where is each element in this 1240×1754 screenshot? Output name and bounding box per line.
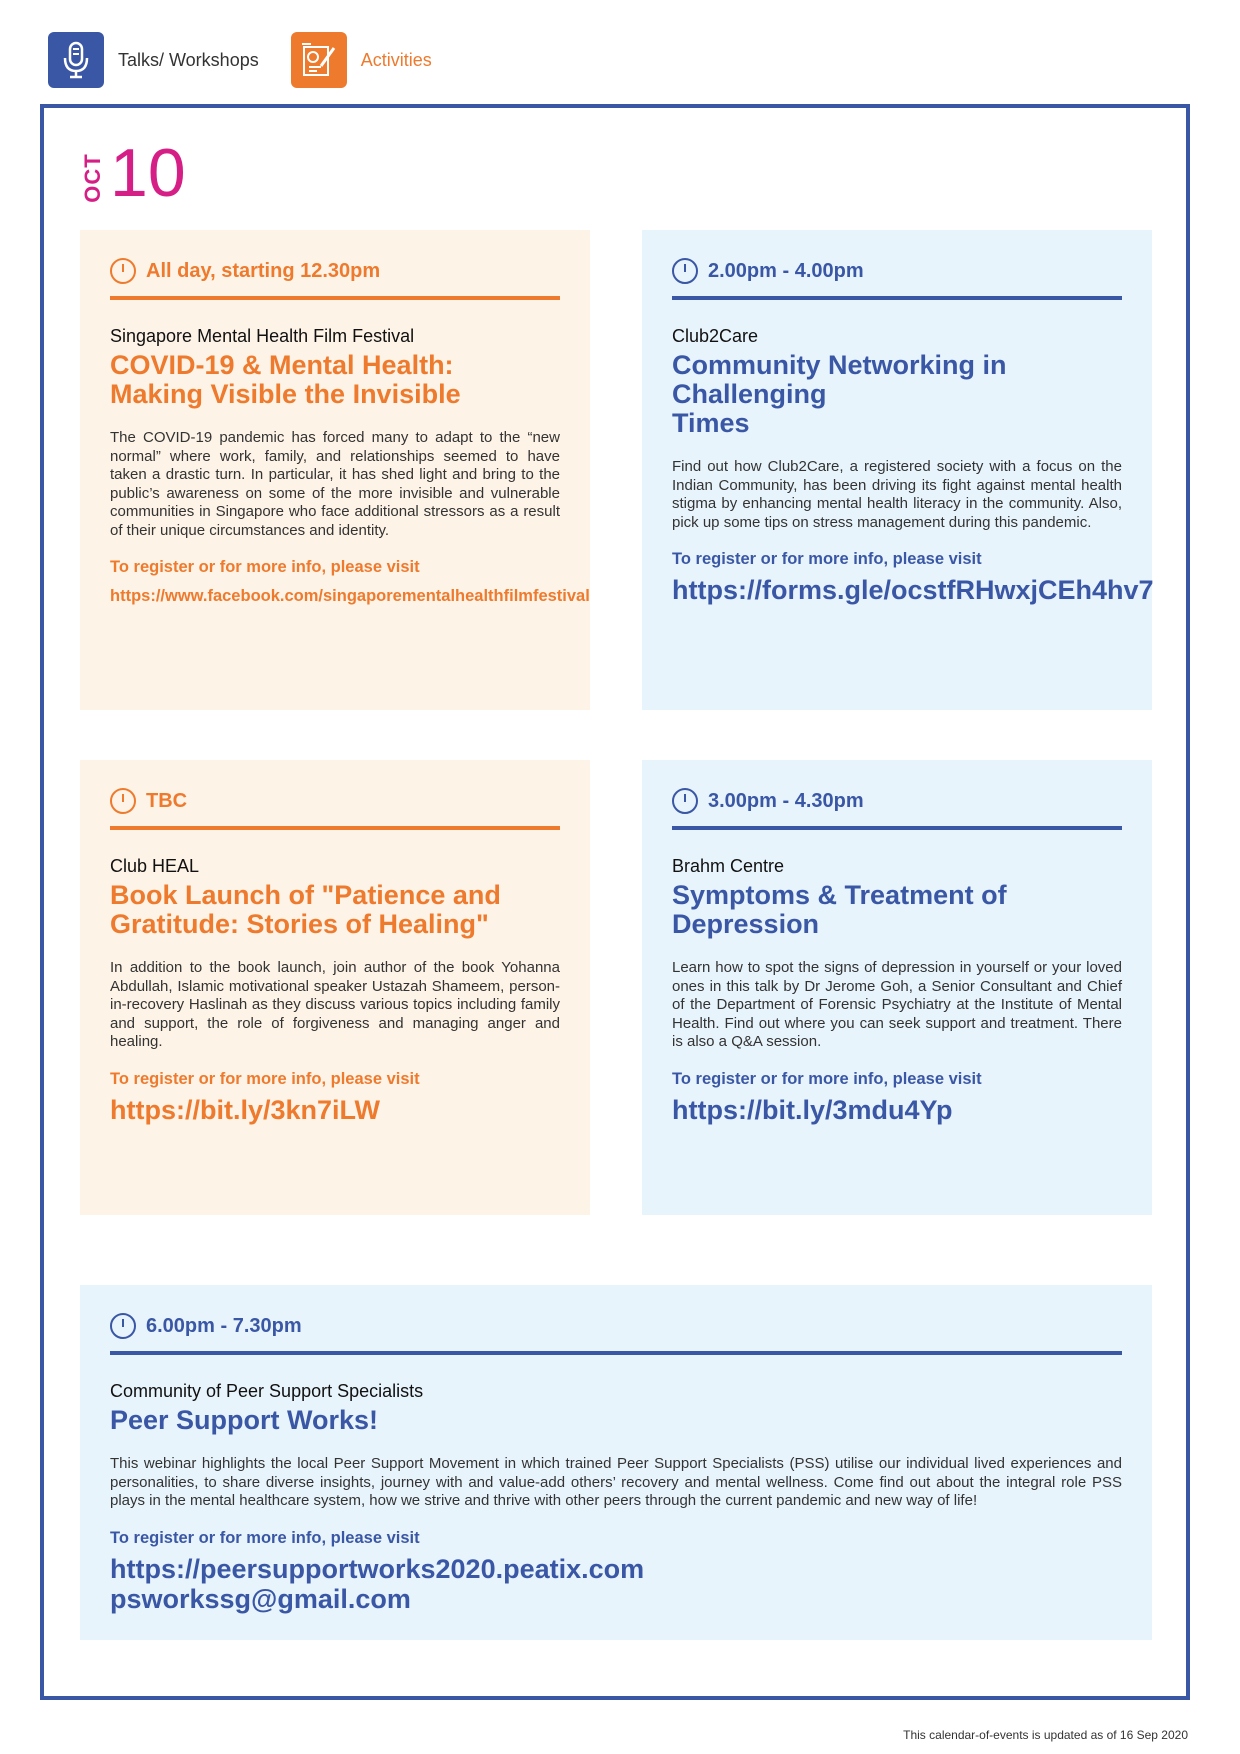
event-time: All day, starting 12.30pm xyxy=(146,259,381,282)
event-description: In addition to the book launch, join author of the book Yohanna Abdullah, Islamic motivational speaker Ustazah Shameem, person-in-recovery Haslinah as they discuss various topics including family and support, the role of forgiveness and managing anger and healing. xyxy=(110,959,560,1050)
clock-icon xyxy=(110,1313,136,1339)
event-link[interactable]: https://bit.ly/3kn7iLW xyxy=(110,1094,381,1125)
event-description: Find out how Club2Care, a registered society with a focus on the Indian Community, has been driving its fight against mental health stigma by enhancing mental health literacy in the community. Also, pick up some tips on stress management during this pandemic. xyxy=(672,458,1122,531)
event-time-row xyxy=(110,254,560,300)
event-register-text: To register or for more info, please visit xyxy=(110,558,420,576)
event-time-row xyxy=(110,1309,1122,1355)
event-description: This webinar highlights the local Peer Support Movement in which trained Peer Support Specialists (PSS) utilise our individual lived experiences and personalities, to share diverse insights, journey with and value-add others’ recovery and mental wellness. Come find out about the integral role PSS plays in the mental healthcare system, how we strive and thrive with other peers through the current pandemic and new way of life! xyxy=(110,1455,1122,1509)
event-card-club-heal xyxy=(80,760,590,1215)
legend xyxy=(48,32,464,88)
event-register-text: To register or for more info, please visit xyxy=(672,1069,982,1088)
event-organizer: Brahm Centre xyxy=(672,856,785,876)
date-day: 10 xyxy=(110,135,186,211)
event-time-row xyxy=(672,784,1122,830)
event-title: Book Launch of "Patience and Gratitude: Stories of Healing" xyxy=(110,880,501,939)
event-organizer: Club2Care xyxy=(672,326,759,346)
event-title: Community Networking in Challenging Times xyxy=(672,350,1007,438)
event-title: Peer Support Works! xyxy=(110,1405,379,1435)
activities-icon xyxy=(291,32,347,88)
event-card-brahm-centre xyxy=(642,760,1152,1215)
event-time: TBC xyxy=(146,789,188,812)
event-organizer: Community of Peer Support Specialists xyxy=(110,1381,424,1401)
event-link[interactable]: https://www.facebook.com/singaporementalhealthfilmfestival xyxy=(110,587,590,605)
event-email[interactable]: psworkssg@gmail.com xyxy=(110,1583,411,1614)
event-register-text: To register or for more info, please visit xyxy=(672,550,982,568)
date-month: OCT xyxy=(80,153,105,203)
event-card-club2care xyxy=(642,230,1152,710)
event-register-text: To register or for more info, please visit xyxy=(110,1069,420,1088)
event-time: 3.00pm - 4.30pm xyxy=(708,789,864,812)
event-register-text: To register or for more info, please visit xyxy=(110,1528,420,1547)
event-link[interactable]: https://forms.gle/ocstfRHwxjCEh4hv7 xyxy=(672,575,1154,605)
event-time: 2.00pm - 4.00pm xyxy=(708,259,864,282)
event-organizer: Singapore Mental Health Film Festival xyxy=(110,326,415,346)
event-description: The COVID-19 pandemic has forced many to adapt to the “new normal” where work, family, and relationships seemed to have taken a drastic turn. In particular, it has shed light and bring to the public’s awareness on some of the more invisible and vulnerable communities in Singapore who face additional stressors as a result of their unique circumstances and identity. xyxy=(110,429,560,539)
event-title: COVID-19 & Mental Health: Making Visible the Invisible xyxy=(110,350,461,409)
event-card-peer-support xyxy=(80,1285,1152,1640)
event-time-row xyxy=(110,784,560,830)
event-card-film-festival xyxy=(80,230,590,710)
updated-note: This calendar-of-events is updated as of 16 Sep 2020 xyxy=(903,1728,1188,1742)
legend-activities-label: Activities xyxy=(360,49,432,70)
clock-icon xyxy=(672,258,698,284)
clock-icon xyxy=(110,258,136,284)
event-link[interactable]: https://peersupportworks2020.peatix.com xyxy=(110,1553,645,1584)
event-time-row xyxy=(672,254,1122,300)
event-organizer: Club HEAL xyxy=(110,856,200,876)
event-title: Symptoms & Treatment of Depression xyxy=(672,880,1007,939)
event-description: Learn how to spot the signs of depression in yourself or your loved ones in this talk by Dr Jerome Goh, a Senior Consultant and Chief of the Department of Forensic Psychiatry at the Institute of Mental Health. Find out where you can seek support and treatment. There is also a Q&A session. xyxy=(672,959,1122,1050)
clock-icon xyxy=(110,788,136,814)
event-link[interactable]: https://bit.ly/3mdu4Yp xyxy=(672,1094,953,1125)
legend-talks-label: Talks/ Workshops xyxy=(118,49,259,70)
clock-icon xyxy=(672,788,698,814)
microphone-icon xyxy=(48,32,104,88)
event-time: 6.00pm - 7.30pm xyxy=(146,1314,302,1337)
